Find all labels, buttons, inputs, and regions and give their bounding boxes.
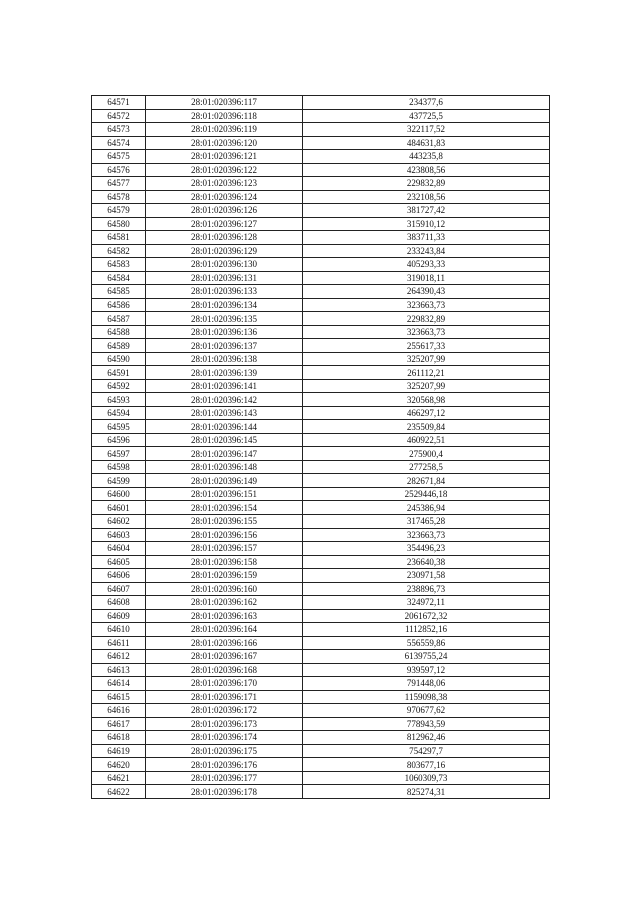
value-cell: 381727,42 — [303, 204, 550, 218]
cadastral-number-cell: 28:01:020396:129 — [146, 244, 303, 258]
table-row — [92, 312, 550, 326]
table-row — [92, 298, 550, 312]
table-row — [92, 460, 550, 474]
cadastral-number-cell: 28:01:020396:168 — [146, 663, 303, 677]
cadastral-number-cell: 28:01:020396:119 — [146, 123, 303, 137]
row-number-cell: 64610 — [92, 623, 146, 637]
cadastral-number-cell: 28:01:020396:142 — [146, 393, 303, 407]
row-number-cell: 64597 — [92, 447, 146, 461]
value-cell: 234377,6 — [303, 96, 550, 110]
cadastral-number-cell: 28:01:020396:174 — [146, 731, 303, 745]
row-number-cell: 64607 — [92, 582, 146, 596]
value-cell: 1112852,16 — [303, 623, 550, 637]
value-cell: 6139755,24 — [303, 650, 550, 664]
cadastral-number-cell: 28:01:020396:143 — [146, 406, 303, 420]
row-number-cell: 64578 — [92, 190, 146, 204]
table-row — [92, 609, 550, 623]
row-number-cell: 64587 — [92, 312, 146, 326]
row-number-cell: 64579 — [92, 204, 146, 218]
row-number-cell: 64594 — [92, 406, 146, 420]
value-cell: 232108,56 — [303, 190, 550, 204]
row-number-cell: 64590 — [92, 352, 146, 366]
value-cell: 323663,73 — [303, 325, 550, 339]
cadastral-number-cell: 28:01:020396:136 — [146, 325, 303, 339]
cadastral-number-cell: 28:01:020396:128 — [146, 231, 303, 245]
value-cell: 275900,4 — [303, 447, 550, 461]
row-number-cell: 64598 — [92, 460, 146, 474]
value-cell: 423808,56 — [303, 163, 550, 177]
cadastral-number-cell: 28:01:020396:177 — [146, 771, 303, 785]
value-cell: 556559,86 — [303, 636, 550, 650]
row-number-cell: 64608 — [92, 596, 146, 610]
cadastral-number-cell: 28:01:020396:117 — [146, 96, 303, 110]
row-number-cell: 64576 — [92, 163, 146, 177]
row-number-cell: 64609 — [92, 609, 146, 623]
value-cell: 325207,99 — [303, 352, 550, 366]
cadastral-number-cell: 28:01:020396:138 — [146, 352, 303, 366]
row-number-cell: 64581 — [92, 231, 146, 245]
value-cell: 229832,89 — [303, 177, 550, 191]
table-row — [92, 406, 550, 420]
value-cell: 803677,16 — [303, 758, 550, 772]
cadastral-number-cell: 28:01:020396:162 — [146, 596, 303, 610]
value-cell: 970677,62 — [303, 704, 550, 718]
table-row — [92, 271, 550, 285]
table-row — [92, 150, 550, 164]
value-cell: 812962,46 — [303, 731, 550, 745]
table-row — [92, 231, 550, 245]
value-cell: 325207,99 — [303, 379, 550, 393]
table-row — [92, 325, 550, 339]
cadastral-number-cell: 28:01:020396:163 — [146, 609, 303, 623]
value-cell: 238896,73 — [303, 582, 550, 596]
cadastral-number-cell: 28:01:020396:147 — [146, 447, 303, 461]
table-row — [92, 420, 550, 434]
value-cell: 1060309,73 — [303, 771, 550, 785]
table-row — [92, 514, 550, 528]
table-row — [92, 217, 550, 231]
cadastral-number-cell: 28:01:020396:171 — [146, 690, 303, 704]
table-row — [92, 96, 550, 110]
row-number-cell: 64580 — [92, 217, 146, 231]
value-cell: 255617,33 — [303, 339, 550, 353]
table-row — [92, 123, 550, 137]
cadastral-number-cell: 28:01:020396:126 — [146, 204, 303, 218]
table-row — [92, 596, 550, 610]
value-cell: 277258,5 — [303, 460, 550, 474]
value-cell: 354496,23 — [303, 542, 550, 556]
row-number-cell: 64615 — [92, 690, 146, 704]
value-cell: 235509,84 — [303, 420, 550, 434]
row-number-cell: 64572 — [92, 109, 146, 123]
cadastral-number-cell: 28:01:020396:166 — [146, 636, 303, 650]
table-row — [92, 623, 550, 637]
table-row — [92, 717, 550, 731]
row-number-cell: 64586 — [92, 298, 146, 312]
table-row — [92, 771, 550, 785]
row-number-cell: 64621 — [92, 771, 146, 785]
row-number-cell: 64588 — [92, 325, 146, 339]
value-cell: 324972,11 — [303, 596, 550, 610]
table-row — [92, 663, 550, 677]
table-row — [92, 677, 550, 691]
value-cell: 319018,11 — [303, 271, 550, 285]
cadastral-number-cell: 28:01:020396:130 — [146, 258, 303, 272]
row-number-cell: 64589 — [92, 339, 146, 353]
table-row — [92, 758, 550, 772]
table-row — [92, 501, 550, 515]
row-number-cell: 64604 — [92, 542, 146, 556]
row-number-cell: 64585 — [92, 285, 146, 299]
cadastral-number-cell: 28:01:020396:151 — [146, 487, 303, 501]
cadastral-number-cell: 28:01:020396:167 — [146, 650, 303, 664]
cadastral-number-cell: 28:01:020396:120 — [146, 136, 303, 150]
row-number-cell: 64571 — [92, 96, 146, 110]
cadastral-value-table — [91, 95, 550, 799]
row-number-cell: 64619 — [92, 744, 146, 758]
value-cell: 233243,84 — [303, 244, 550, 258]
cadastral-number-cell: 28:01:020396:159 — [146, 569, 303, 583]
row-number-cell: 64612 — [92, 650, 146, 664]
row-number-cell: 64622 — [92, 785, 146, 799]
table-row — [92, 474, 550, 488]
row-number-cell: 64595 — [92, 420, 146, 434]
row-number-cell: 64611 — [92, 636, 146, 650]
table-row — [92, 352, 550, 366]
value-cell: 323663,73 — [303, 528, 550, 542]
value-cell: 484631,83 — [303, 136, 550, 150]
table-row — [92, 731, 550, 745]
table-row — [92, 393, 550, 407]
row-number-cell: 64599 — [92, 474, 146, 488]
row-number-cell: 64583 — [92, 258, 146, 272]
value-cell: 754297,7 — [303, 744, 550, 758]
row-number-cell: 64573 — [92, 123, 146, 137]
row-number-cell: 64605 — [92, 555, 146, 569]
row-number-cell: 64613 — [92, 663, 146, 677]
value-cell: 261112,21 — [303, 366, 550, 380]
row-number-cell: 64582 — [92, 244, 146, 258]
row-number-cell: 64617 — [92, 717, 146, 731]
table-row — [92, 258, 550, 272]
value-cell: 320568,98 — [303, 393, 550, 407]
row-number-cell: 64600 — [92, 487, 146, 501]
value-cell: 791448,06 — [303, 677, 550, 691]
value-cell: 245386,94 — [303, 501, 550, 515]
value-cell: 264390,43 — [303, 285, 550, 299]
value-cell: 322117,52 — [303, 123, 550, 137]
cadastral-number-cell: 28:01:020396:158 — [146, 555, 303, 569]
row-number-cell: 64593 — [92, 393, 146, 407]
table-row — [92, 528, 550, 542]
value-cell: 315910,12 — [303, 217, 550, 231]
cadastral-number-cell: 28:01:020396:154 — [146, 501, 303, 515]
table-row — [92, 190, 550, 204]
cadastral-number-cell: 28:01:020396:148 — [146, 460, 303, 474]
cadastral-number-cell: 28:01:020396:134 — [146, 298, 303, 312]
cadastral-number-cell: 28:01:020396:141 — [146, 379, 303, 393]
row-number-cell: 64616 — [92, 704, 146, 718]
cadastral-number-cell: 28:01:020396:172 — [146, 704, 303, 718]
cadastral-number-cell: 28:01:020396:135 — [146, 312, 303, 326]
table-row — [92, 177, 550, 191]
table-row — [92, 136, 550, 150]
row-number-cell: 64601 — [92, 501, 146, 515]
value-cell: 2061672,32 — [303, 609, 550, 623]
table-row — [92, 433, 550, 447]
row-number-cell: 64575 — [92, 150, 146, 164]
row-number-cell: 64591 — [92, 366, 146, 380]
table-row — [92, 379, 550, 393]
value-cell: 383711,33 — [303, 231, 550, 245]
cadastral-number-cell: 28:01:020396:164 — [146, 623, 303, 637]
table-row — [92, 487, 550, 501]
value-cell: 437725,5 — [303, 109, 550, 123]
row-number-cell: 64577 — [92, 177, 146, 191]
row-number-cell: 64584 — [92, 271, 146, 285]
cadastral-number-cell: 28:01:020396:123 — [146, 177, 303, 191]
value-cell: 2529446,18 — [303, 487, 550, 501]
table-row — [92, 555, 550, 569]
table-row — [92, 163, 550, 177]
cadastral-number-cell: 28:01:020396:170 — [146, 677, 303, 691]
table-row — [92, 744, 550, 758]
value-cell: 778943,59 — [303, 717, 550, 731]
table-row — [92, 542, 550, 556]
value-cell: 317465,28 — [303, 514, 550, 528]
row-number-cell: 64618 — [92, 731, 146, 745]
cadastral-number-cell: 28:01:020396:175 — [146, 744, 303, 758]
table-row — [92, 636, 550, 650]
value-cell: 460922,51 — [303, 433, 550, 447]
value-cell: 1159098,38 — [303, 690, 550, 704]
table-row — [92, 244, 550, 258]
cadastral-number-cell: 28:01:020396:145 — [146, 433, 303, 447]
row-number-cell: 64596 — [92, 433, 146, 447]
table-row — [92, 204, 550, 218]
value-cell: 236640,38 — [303, 555, 550, 569]
value-cell: 443235,8 — [303, 150, 550, 164]
cadastral-number-cell: 28:01:020396:173 — [146, 717, 303, 731]
row-number-cell: 64592 — [92, 379, 146, 393]
table-body — [92, 96, 550, 799]
value-cell: 405293,33 — [303, 258, 550, 272]
value-cell: 825274,31 — [303, 785, 550, 799]
table-row — [92, 785, 550, 799]
table-row — [92, 109, 550, 123]
cadastral-number-cell: 28:01:020396:133 — [146, 285, 303, 299]
value-cell: 282671,84 — [303, 474, 550, 488]
table-row — [92, 650, 550, 664]
row-number-cell: 64574 — [92, 136, 146, 150]
value-cell: 466297,12 — [303, 406, 550, 420]
cadastral-number-cell: 28:01:020396:124 — [146, 190, 303, 204]
cadastral-number-cell: 28:01:020396:155 — [146, 514, 303, 528]
row-number-cell: 64602 — [92, 514, 146, 528]
value-cell: 229832,89 — [303, 312, 550, 326]
row-number-cell: 64603 — [92, 528, 146, 542]
cadastral-number-cell: 28:01:020396:157 — [146, 542, 303, 556]
table-row — [92, 447, 550, 461]
cadastral-number-cell: 28:01:020396:156 — [146, 528, 303, 542]
cadastral-number-cell: 28:01:020396:160 — [146, 582, 303, 596]
row-number-cell: 64614 — [92, 677, 146, 691]
cadastral-number-cell: 28:01:020396:144 — [146, 420, 303, 434]
table-row — [92, 582, 550, 596]
table-row — [92, 285, 550, 299]
cadastral-number-cell: 28:01:020396:118 — [146, 109, 303, 123]
cadastral-number-cell: 28:01:020396:127 — [146, 217, 303, 231]
cadastral-number-cell: 28:01:020396:137 — [146, 339, 303, 353]
value-cell: 230971,58 — [303, 569, 550, 583]
value-cell: 939597,12 — [303, 663, 550, 677]
cadastral-number-cell: 28:01:020396:178 — [146, 785, 303, 799]
cadastral-number-cell: 28:01:020396:122 — [146, 163, 303, 177]
table-row — [92, 704, 550, 718]
cadastral-number-cell: 28:01:020396:149 — [146, 474, 303, 488]
table-row — [92, 690, 550, 704]
row-number-cell: 64620 — [92, 758, 146, 772]
table-row — [92, 366, 550, 380]
cadastral-number-cell: 28:01:020396:131 — [146, 271, 303, 285]
cadastral-number-cell: 28:01:020396:139 — [146, 366, 303, 380]
table-row — [92, 569, 550, 583]
value-cell: 323663,73 — [303, 298, 550, 312]
table-row — [92, 339, 550, 353]
cadastral-number-cell: 28:01:020396:176 — [146, 758, 303, 772]
row-number-cell: 64606 — [92, 569, 146, 583]
cadastral-number-cell: 28:01:020396:121 — [146, 150, 303, 164]
